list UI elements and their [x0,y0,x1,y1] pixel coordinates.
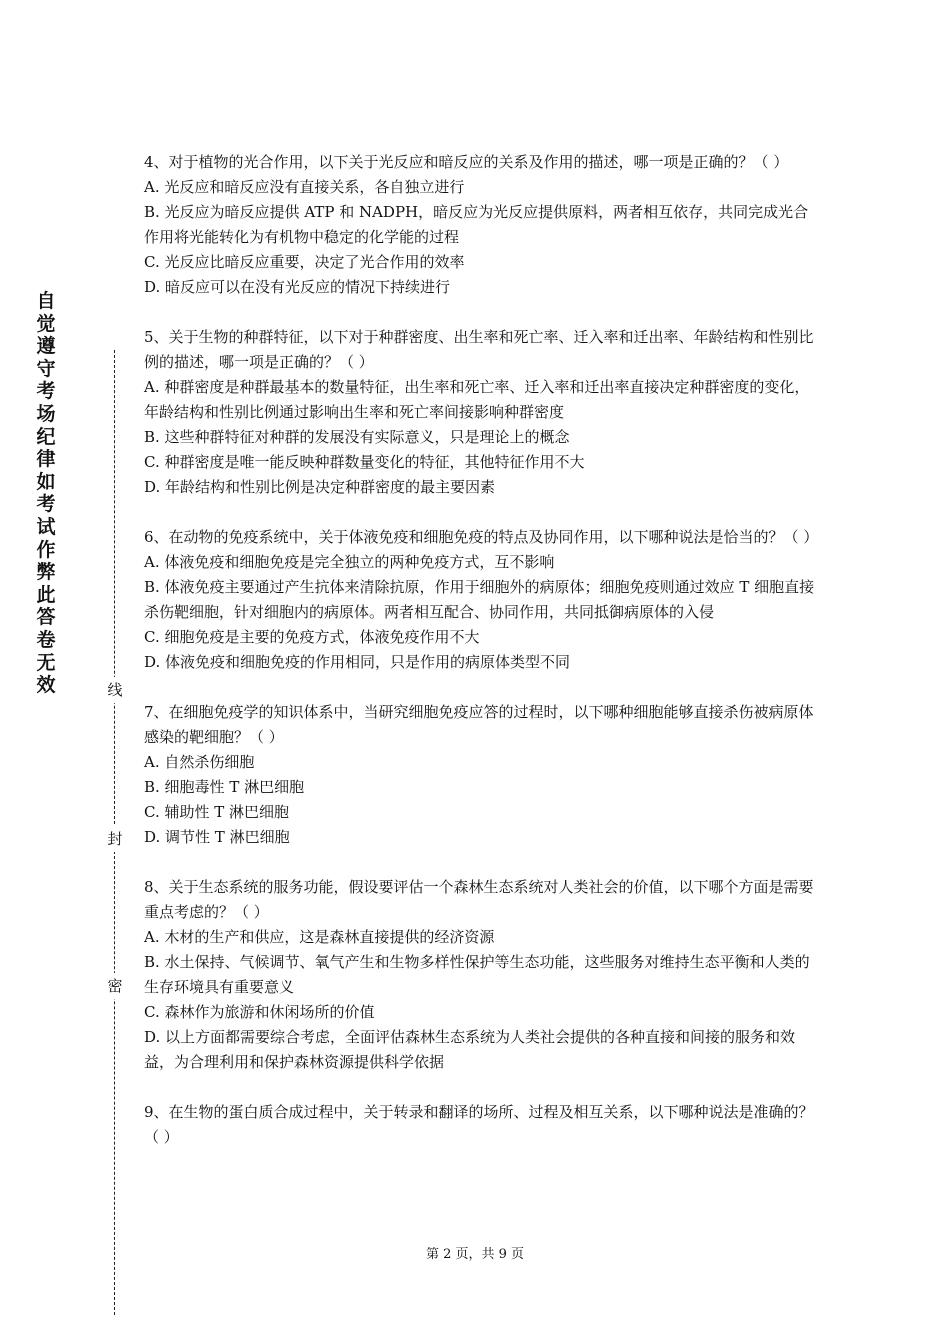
question-stem: 5、关于生物的种群特征，以下对于种群密度、出生率和死亡率、迁入率和迁出率、年龄结构和性别比例的描述，哪一项是正确的？（ ） [144,328,814,371]
question-stem: 6、在动物的免疫系统中，关于体液免疫和细胞免疫的特点及协同作用，以下哪种说法是恰当的？（ ） [144,528,819,546]
question-5 [144,325,820,500]
question-stem: 7、在细胞免疫学的知识体系中，当研究细胞免疫应答的过程时，以下哪种细胞能够直接杀伤被病原体感染的靶细胞？（ ） [144,703,814,746]
exam-discipline-notice: 自觉遵守考场纪律如考试作弊此答卷无效 [36,290,56,697]
question-list [144,150,820,1175]
question-8 [144,875,820,1075]
option-a: A. 自然杀伤细胞 [144,753,255,771]
question-9 [144,1100,820,1150]
option-a: A. 体液免疫和细胞免疫是完全独立的两种免疫方式，互不影响 [144,553,555,571]
question-stem: 8、关于生态系统的服务功能，假设要评估一个森林生态系统对人类社会的价值，以下哪个方面是需要重点考虑的？（ ） [144,878,814,921]
option-b: B. 这些种群特征对种群的发展没有实际意义，只是理论上的概念 [144,428,570,446]
page-footer: 第 2 页，共 9 页 [425,1247,525,1262]
option-c: C. 种群密度是唯一能反映种群数量变化的特征，其他特征作用不大 [144,453,585,471]
option-a: A. 光反应和暗反应没有直接关系，各自独立进行 [144,178,465,196]
option-a: A. 种群密度是种群最基本的数量特征，出生率和死亡率、迁入率和迁出率直接决定种群密度的变化，年龄结构和性别比例通过影响出生率和死亡率间接影响种群密度 [144,378,810,421]
option-b: B. 光反应为暗反应提供 ATP 和 NADPH，暗反应为光反应提供原料，两者相互依存，共同完成光合作用将光能转化为有机物中稳定的化学能的过程 [144,203,809,246]
option-d: D. 暗反应可以在没有光反应的情况下持续进行 [144,278,451,296]
question-stem: 9、在生物的蛋白质合成过程中，关于转录和翻译的场所、过程及相互关系，以下哪种说法是准确的？（ ） [144,1103,814,1146]
option-c: C. 辅助性 T 淋巴细胞 [144,803,290,821]
option-d: D. 调节性 T 淋巴细胞 [144,828,290,846]
binding-line-label: 线 [105,677,125,703]
question-7 [144,700,820,850]
option-b: B. 体液免疫主要通过产生抗体来清除抗原，作用于细胞外的病原体；细胞免疫则通过效应 T 细胞直接杀伤靶细胞，针对细胞内的病原体。两者相互配合、协同作用，共同抵御病原体的入侵 [144,578,815,621]
binding-secret-label: 密 [105,973,125,999]
question-4 [144,150,820,300]
binding-seal-label: 封 [105,826,125,852]
option-d: D. 以上方面都需要综合考虑，全面评估森林生态系统为人类社会提供的各种直接和间接的服务和效益，为合理利用和保护森林资源提供科学依据 [144,1028,796,1071]
question-6 [144,525,820,675]
option-c: C. 细胞免疫是主要的免疫方式，体液免疫作用不大 [144,628,480,646]
option-c: C. 森林作为旅游和休闲场所的价值 [144,1003,375,1021]
option-c: C. 光反应比暗反应重要，决定了光合作用的效率 [144,253,465,271]
option-b: B. 水土保持、气候调节、氧气产生和生物多样性保护等生态功能，这些服务对维持生态平衡和人类的生存环境具有重要意义 [144,953,810,996]
question-stem: 4、对于植物的光合作用，以下关于光反应和暗反应的关系及作用的描述，哪一项是正确的？（ ） [144,153,789,171]
option-a: A. 木材的生产和供应，这是森林直接提供的经济资源 [144,928,495,946]
option-d: D. 体液免疫和细胞免疫的作用相同，只是作用的病原体类型不同 [144,653,571,671]
option-b: B. 细胞毒性 T 淋巴细胞 [144,778,305,796]
option-d: D. 年龄结构和性别比例是决定种群密度的最主要因素 [144,478,496,496]
